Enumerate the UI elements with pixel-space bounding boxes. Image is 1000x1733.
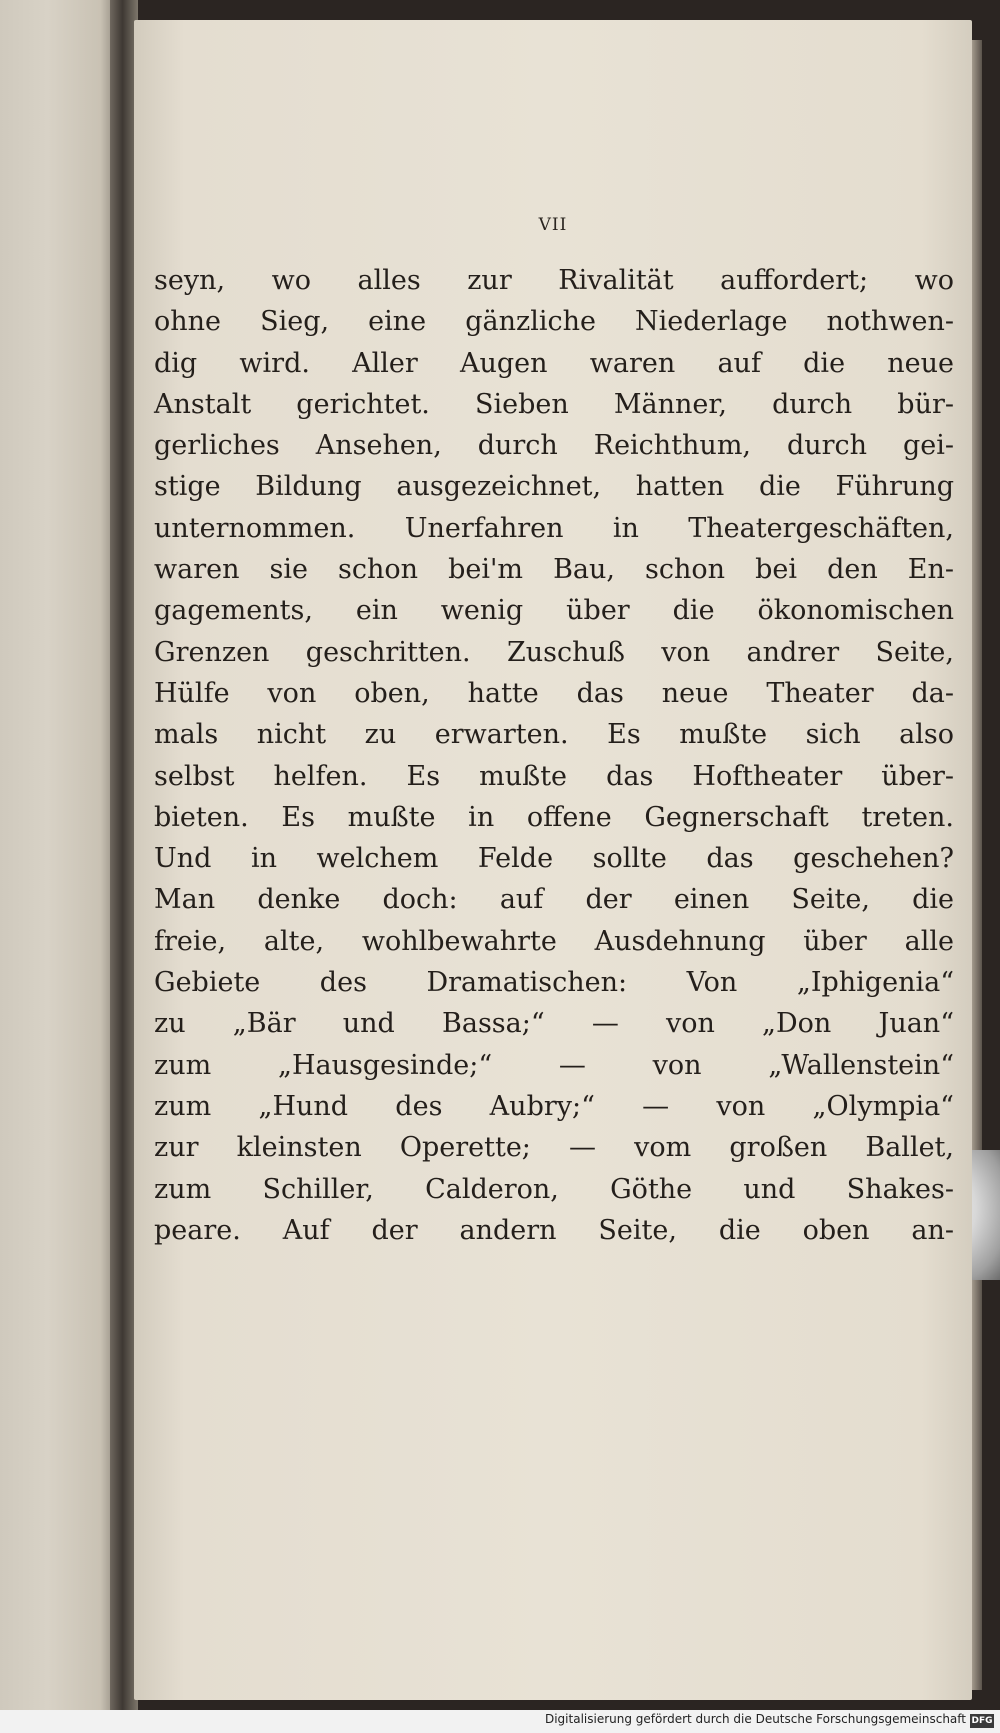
text-line: gagements, ein wenig über die ökonomischen (154, 595, 954, 627)
text-line: Grenzen geschritten. Zuschuß von andrer Seite, (154, 636, 954, 668)
text-line: bieten. Es mußte in offene Gegnerschaft treten. (154, 801, 954, 833)
text-line: gerliches Ansehen, durch Reichthum, durch gei- (154, 430, 954, 462)
dfg-logo: DFG (971, 1716, 993, 1726)
text-line: dig wird. Aller Augen waren auf die neue (154, 347, 954, 379)
text-line: Und in welchem Felde sollte das geschehen? (154, 843, 954, 875)
page-edge (972, 40, 982, 1690)
text-line: Anstalt gerichtet. Sieben Männer, durch bür- (154, 388, 954, 420)
text-line: stige Bildung ausgezeichnet, hatten die Führung (154, 471, 954, 503)
text-line: mals nicht zu erwarten. Es mußte sich also (154, 719, 954, 751)
book-page (134, 20, 972, 1700)
text-line: zum Schiller, Calderon, Göthe und Shakes- (154, 1173, 954, 1205)
text-line: Gebiete des Dramatischen: Von „Iphigenia“ (154, 967, 954, 999)
text-line: Man denke doch: auf der einen Seite, die (154, 884, 954, 916)
text-line: zur kleinsten Operette; — vom großen Ballet, (154, 1132, 954, 1164)
text-line: freie, alte, wohlbewahrte Ausdehnung über alle (154, 925, 954, 957)
text-line: zum „Hund des Aubry;“ — von „Olympia“ (154, 1090, 954, 1122)
page-number: VII (538, 215, 568, 235)
funding-credit: Digitalisierung gefördert durch die Deutsche Forschungsgemeinschaft (544, 1712, 966, 1726)
digitization-footer (0, 1710, 1000, 1733)
text-line: selbst helfen. Es mußte das Hoftheater über- (154, 760, 954, 792)
text-line: seyn, wo alles zur Rivalität auffordert; wo (154, 265, 954, 296)
left-page (0, 0, 118, 1733)
text-line: waren sie schon bei'm Bau, schon bei den En- (154, 554, 954, 586)
text-line: Hülfe von oben, hatte das neue Theater da- (154, 677, 954, 709)
text-line: zu „Bär und Bassa;“ — von „Don Juan“ (154, 1008, 954, 1040)
text-line: ohne Sieg, eine gänzliche Niederlage nothwen- (154, 306, 954, 338)
text-line: unternommen. Unerfahren in Theatergeschäften, (154, 512, 954, 544)
text-block (154, 260, 954, 1251)
text-line: zum „Hausgesinde;“ — von „Wallenstein“ (154, 1049, 954, 1081)
text-line: peare. Auf der andern Seite, die oben an- (154, 1214, 954, 1246)
